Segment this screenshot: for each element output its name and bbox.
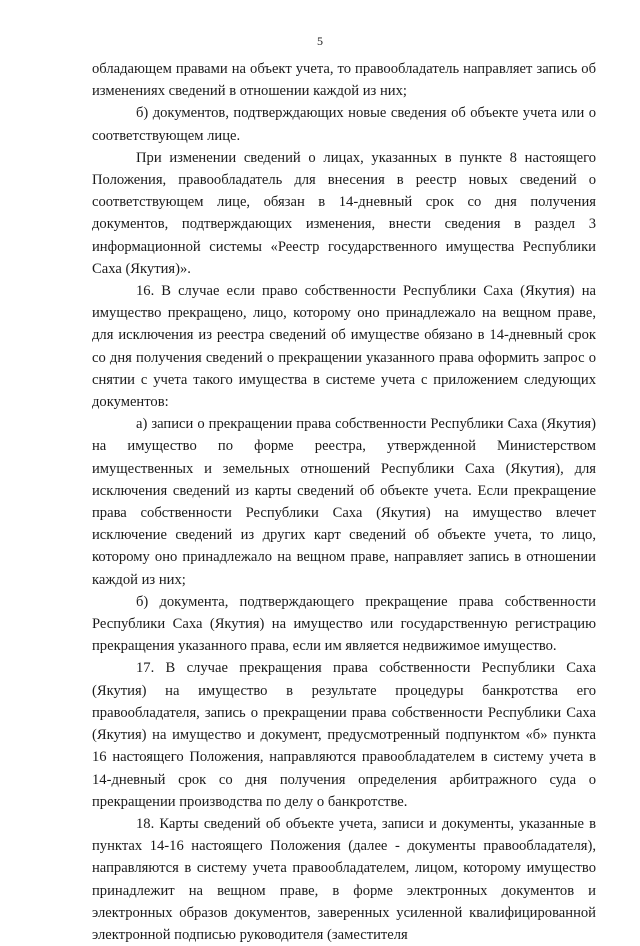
paragraph-18: 18. Карты сведений об объекте учета, записи и документы, указанные в пунктах 14-16 настоящего Положения (далее - документы правообладателя), направляются в систему учета правообладателем, лицом, которому имущество принадлежит на вещном праве, в форме электронных документов и электронных образов документов, заверенных усиленной квалифицированной электронной подписью руководителя (заместителя bbox=[92, 815, 596, 943]
document-body bbox=[92, 58, 596, 946]
paragraph-16-b: б) документа, подтверждающего прекращение права собственности Республики Саха (Якутия) на имущество или государственную регистрацию прекращения указанного права, если им является недвижимое имущество. bbox=[92, 593, 596, 655]
paragraph-item-b-documents: б) документов, подтверждающих новые сведения об объекте учета или о соответствующем лице. bbox=[92, 105, 596, 144]
paragraph-change-info: При изменении сведений о лицах, указанных в пункте 8 настоящего Положения, правообладатель для внесения в реестр новых сведений о соответствующем лице, обязан в 14-дневный срок со дня получения документов, подтверждающих изменения, внести сведения в раздел 3 информационной системы «Реестр государственного имущества Республики Саха (Якутия)». bbox=[92, 149, 596, 277]
page-number: 5 bbox=[317, 34, 323, 48]
paragraph-16-a: а) записи о прекращении права собственности Республики Саха (Якутия) на имущество по форме реестра, утвержденной Министерством имущественных и земельных отношений Республики Саха (Якутия), для исключения сведений из карты сведений об объекте учета. Если прекращение права собственности Республики Саха (Якутия) на имущество влечет исключение сведений из других карт сведений об объекте учета, то лицо, которому оно принадлежало на вещном праве, направляет запись в отношении каждой из них; bbox=[92, 416, 596, 588]
paragraph-16: 16. В случае если право собственности Республики Саха (Якутия) на имущество прекращено, лицо, которому оно принадлежало на вещном праве, для исключения из реестра сведений об имуществе обязано в 14-дневный срок со дня получения сведений о прекращении указанного права оформить запрос о снятии с учета такого имущества в системе учета с приложением следующих документов: bbox=[92, 283, 596, 411]
paragraph-continuation: обладающем правами на объект учета, то правообладатель направляет запись об изменениях сведений в отношении каждой из них; bbox=[92, 61, 596, 100]
paragraph-17: 17. В случае прекращения права собственности Республики Саха (Якутия) на имущество в результате процедуры банкротства его правообладателя, запись о прекращении права собственности Республики Саха (Якутия) на имущество и документ, предусмотренный подпунктом «б» пункта 16 настоящего Положения, направляются правообладателем в систему учета в 14-дневный срок со дня получения определения арбитражного суда о прекращении производства по делу о банкротстве. bbox=[92, 660, 596, 810]
